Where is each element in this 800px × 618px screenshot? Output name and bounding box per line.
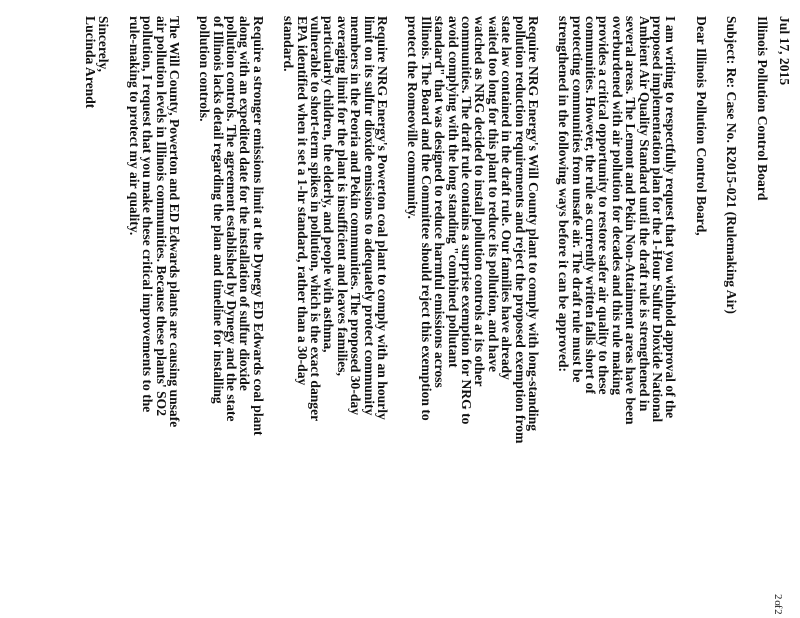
paragraph-line: pollution controls. bbox=[197, 16, 213, 122]
paragraph-line: watched as NRG decided to install pollution controls at its other bbox=[472, 16, 488, 387]
letter-closing: Sincerely, bbox=[96, 16, 112, 73]
letter-recipient: Illinois Pollution Control Board bbox=[754, 16, 770, 201]
page-number-mark: 2 of 2 bbox=[772, 594, 784, 614]
paragraph-line: limit on its sulfur dioxide emissions to adequately protect community bbox=[361, 16, 377, 416]
paragraph-ed-edwards bbox=[198, 16, 265, 618]
paragraph-line: waited too long for this plant to reduce its pollution, and have bbox=[485, 16, 501, 372]
letter-date: Jul 17, 2015 bbox=[777, 16, 792, 86]
paragraph-line: strengthened in the following ways before it can be approved: bbox=[556, 16, 572, 373]
paragraph-line: pollution reduction requirements and reject the proposed exemption from bbox=[512, 16, 528, 444]
paragraph-line: rule-making to protect my air quality. bbox=[126, 16, 142, 236]
paragraph-line: Require NRG Energy's Will County plant to comply with long-standing bbox=[525, 16, 541, 432]
paragraph-line: provides a critical opportunity to restore safer air quality to these bbox=[596, 16, 612, 395]
paragraph-line: along with an expedited date for the installation of sulfur dioxide bbox=[237, 16, 253, 391]
paragraph-line: several areas. The Lemont and Pekin Non-Attainment areas have been bbox=[623, 16, 639, 425]
paragraph-line: members in the Peoria and Pekin communities. The proposed 30-day bbox=[348, 16, 364, 416]
paragraph-line: vulnerable to short-term spikes in pollution, which is the exact danger bbox=[308, 16, 324, 422]
paragraph-will-county bbox=[406, 16, 540, 618]
paragraph-line: averaging limit for the plant is insufficient and leaves families, bbox=[334, 16, 350, 376]
paragraph-intro bbox=[557, 16, 678, 618]
paragraph-line: standard" that was designed to reduce harmful emissions across bbox=[432, 16, 448, 388]
paragraph-line: EPA identified when it set a 1-hr standard, rather than a 30-day bbox=[294, 16, 310, 386]
paragraph-line: of Illinois lacks detail regarding the plan and timeline for installing bbox=[210, 16, 226, 404]
paragraph-line: state law contained in the draft rule. Our families have already bbox=[499, 16, 515, 380]
paragraph-line: I am writing to respectfully request that you withhold approval of the bbox=[663, 16, 679, 419]
paragraph-line: protecting communities from unsafe air. The draft rule must be bbox=[569, 16, 585, 383]
paragraph-line: pollution, I request that you make these critical improvements to the bbox=[140, 16, 156, 413]
paragraph-line: Require NRG Energy's Powerton coal plant to comply with an hourly bbox=[375, 16, 391, 420]
paragraph-line: proposed implementation plan for the 1-Hour Sulfur Dioxide National bbox=[650, 16, 666, 423]
paragraph-line: communities. The draft rule contains a surprise exemption for NRG to bbox=[458, 16, 474, 425]
paragraph-line: protect the Romeoville community. bbox=[405, 16, 421, 219]
paragraph-line: pollution controls. The agreement established by Dynegy and the state bbox=[224, 16, 240, 422]
letter-salutation: Dear Illinois Pollution Control Board, bbox=[693, 16, 709, 236]
paragraph-line: Illinois. The Board and the Committee should reject this exemption to bbox=[418, 16, 434, 421]
paragraph-powerton bbox=[282, 16, 389, 618]
paragraph-line: particularly children, the elderly, and people with asthma, bbox=[321, 16, 337, 353]
paragraph-line: air pollution levels in Illinois communities. Because these plants' SO2 bbox=[153, 16, 169, 417]
paragraph-line: Ambient Air Quality Standard until the draft rule is strengthened in bbox=[636, 16, 652, 412]
letter-subject: Subject: Re: Case No. R2015-021 (Rulemaking Air) bbox=[724, 16, 740, 314]
paragraph-line: avoid complying with the long standing "combined pollutant bbox=[445, 16, 461, 368]
letter-body bbox=[8, 16, 800, 618]
paragraph-line: communities. However, the rule as currently written falls short of bbox=[583, 16, 599, 394]
letter-signature: Lucinda Arendt bbox=[82, 16, 98, 109]
paragraph-line: Require a stronger emissions limit at the Dynegy ED Edwards coal plant bbox=[250, 16, 266, 436]
paragraph-line: overburdened with air pollution for decades and this rule making bbox=[609, 16, 625, 396]
paragraph-conclusion bbox=[127, 16, 181, 618]
paragraph-line: The Will County, Powerton and ED Edwards plants are causing unsafe bbox=[166, 16, 182, 428]
paragraph-line: standard. bbox=[281, 16, 297, 72]
